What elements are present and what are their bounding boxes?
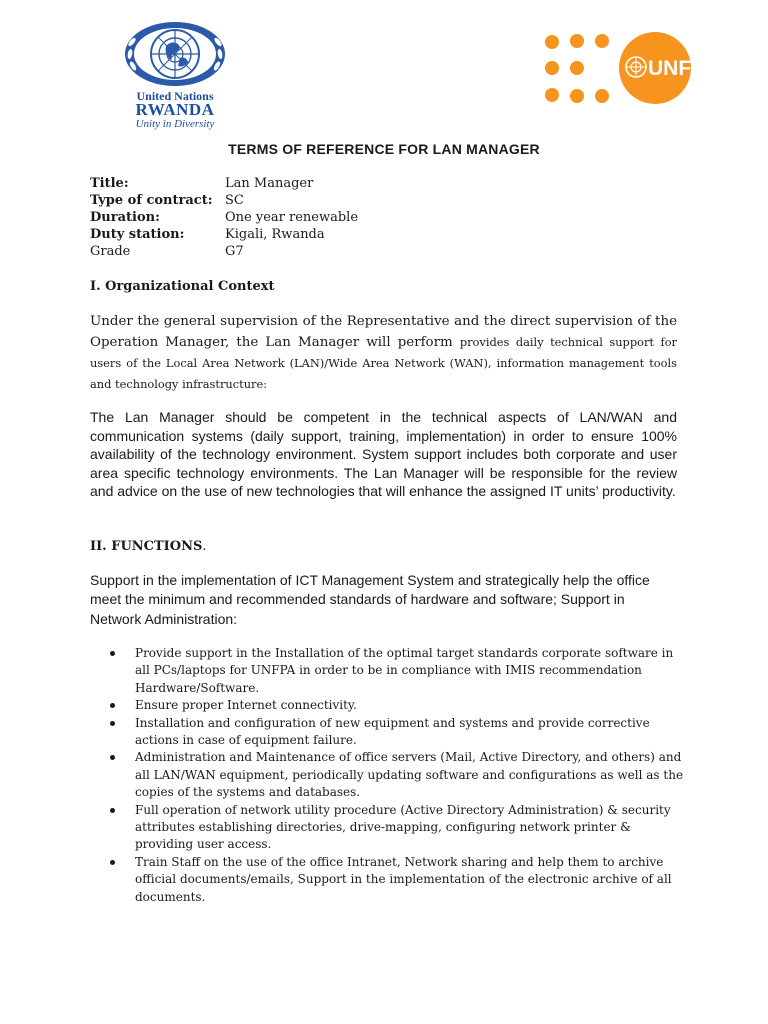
list-item-text: Administration and Maintenance of office servers (Mail, Active Directory, and others) and all LAN/WAN equipment, periodically updating software and configurations as well as the copies of the systems and databases.	[135, 750, 684, 800]
bullet-icon	[110, 755, 115, 760]
page-title: TERMS OF REFERENCE FOR LAN MANAGER	[228, 141, 540, 157]
functions-heading-suffix: .	[202, 539, 207, 554]
paragraph-text: Under the general supervision of the Representative and the direct supervision of the Operation Manager, the Lan Manager will perform	[90, 314, 677, 350]
info-label: Grade	[90, 244, 131, 259]
competency-paragraph: The Lan Manager should be competent in the technical aspects of LAN/WAN and communication systems (daily support, training, implementation) in order to ensure 100% availability of the technology environment. System support includes both corporate and user area specific technology environments. The Lan Manager will be responsible for the review and advice on the use of new technologies that will enhance the assigned IT units’ productivity.	[90, 409, 677, 500]
list-item-text: Installation and configuration of new equipment and systems and provide corrective actions in case of equipment failure.	[135, 715, 650, 748]
un-emblem-icon	[122, 20, 228, 88]
functions-intro-paragraph: Support in the implementation of ICT Management System and strategically help the office meet the minimum and recommended standards of hardware and software; Support in Network Administration:	[90, 572, 650, 627]
unfpa-logo	[540, 28, 719, 108]
list-item	[90, 749, 690, 801]
info-label: Duty station:	[90, 227, 185, 242]
list-item-text: Ensure proper Internet connectivity.	[135, 698, 357, 713]
info-value: Kigali, Rwanda	[225, 227, 325, 242]
un-logo-line3: Unity in Diversity	[135, 118, 215, 130]
list-item	[90, 802, 690, 854]
bullet-icon	[110, 651, 115, 656]
list-item	[90, 715, 690, 750]
list-item	[90, 854, 690, 906]
list-item	[90, 645, 690, 697]
unfpa-dots-icon	[540, 28, 719, 108]
info-value: SC	[225, 193, 244, 208]
list-item	[90, 697, 690, 714]
info-label: Type of contract:	[90, 193, 213, 208]
organizational-context-paragraph	[90, 311, 677, 395]
bullet-icon	[110, 721, 115, 726]
paragraph-text-small: provides daily technical support for users of the Local Area Network (LAN)/Wide Area Network (WAN), information management tools and technology infrastructure:	[90, 335, 677, 391]
un-logo-line2: RWANDA	[135, 100, 215, 119]
info-label: Title:	[90, 176, 129, 191]
list-item-text: Full operation of network utility procedure (Active Directory Administration) & security attributes establishing directories, drive-mapping, configuring network printer & providing user access.	[135, 802, 671, 852]
unfpa-logo-text: UNFPA	[648, 57, 719, 80]
info-value: One year renewable	[225, 210, 359, 225]
bullet-icon	[110, 860, 115, 865]
un-logo-line1: United Nations	[136, 89, 214, 103]
bullet-icon	[110, 808, 115, 813]
list-item-text: Train Staff on the use of the office Intranet, Network sharing and help them to archive official documents/emails, Support in the implementation of the electronic archive of all documents.	[135, 854, 672, 904]
info-value: Lan Manager	[225, 176, 314, 191]
info-value: G7	[225, 244, 244, 259]
functions-list	[90, 645, 690, 906]
un-rwanda-logo	[120, 20, 230, 131]
list-item-text: Provide support in the Installation of the optimal target standards corporate software in all PCs/laptops for UNFPA in order to be in compliance with IMIS recommendation Hardware/Software.	[135, 646, 674, 695]
bullet-icon	[110, 703, 115, 708]
section-heading-organizational-context: I. Organizational Context	[90, 279, 275, 294]
info-label: Duration:	[90, 210, 160, 225]
section-heading-functions	[90, 539, 207, 554]
functions-heading-text: II. FUNCTIONS	[90, 539, 203, 554]
